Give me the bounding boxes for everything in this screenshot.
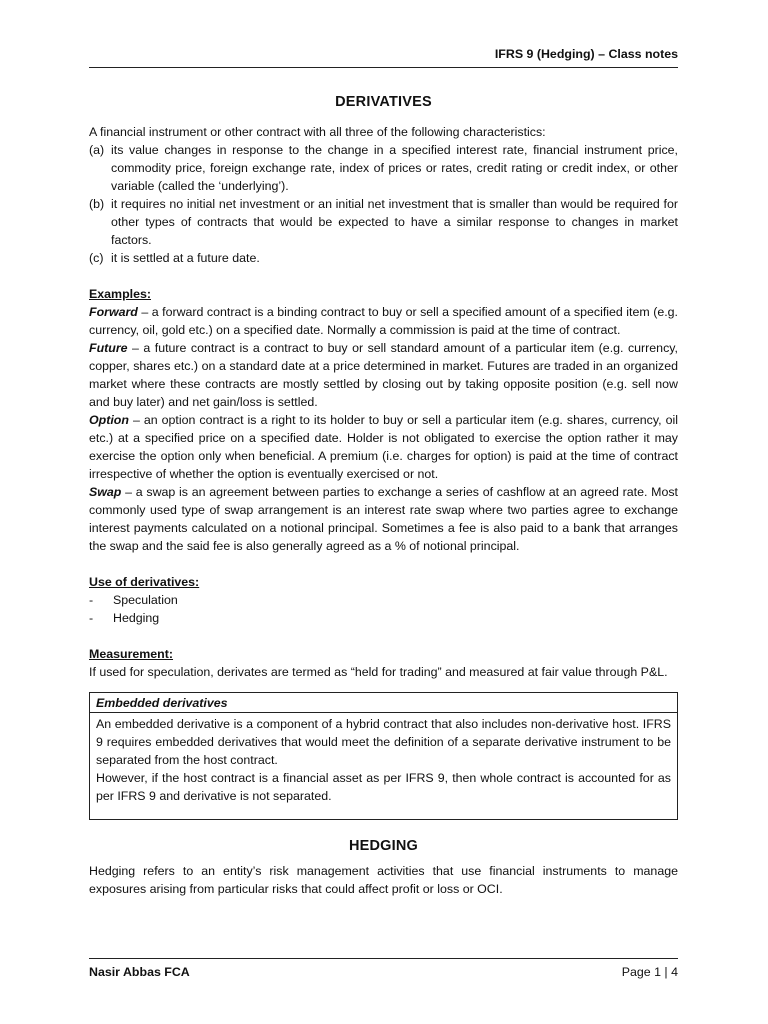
examples-label: Examples: bbox=[89, 287, 151, 301]
example-option bbox=[89, 411, 678, 483]
use-list bbox=[89, 591, 678, 627]
document-page bbox=[89, 0, 678, 1024]
page-content bbox=[89, 92, 678, 898]
hedging-heading: HEDGING bbox=[348, 838, 419, 854]
hedging-section bbox=[89, 836, 678, 898]
embedded-derivatives-box bbox=[89, 692, 678, 820]
derivatives-heading: DERIVATIVES bbox=[335, 94, 432, 110]
measurement-text: If used for speculation, derivates are termed as “held for trading” and measured at fair value through P&L. bbox=[89, 665, 668, 679]
example-text: – a swap is an agreement between parties to exchange a series of cashflow at an agreed rate. Most commonly used type of swap arrangement is an interest rate swap where two parties agree to exchange interest payments calculated on a notional principal. Sometimes a fee is also paid to a bank that arranges the swap and the said fee is also generally agreed as a % of notional principal. bbox=[89, 485, 678, 553]
embedded-para: However, if the host contract is a financial asset as per IFRS 9, then whole contract is accounted for as per IFRS 9 and derivative is not separated. bbox=[96, 771, 671, 803]
measurement-label: Measurement: bbox=[89, 647, 174, 661]
example-term: Future bbox=[89, 341, 128, 355]
dash-marker: - bbox=[89, 611, 94, 625]
embedded-box-title: Embedded derivatives bbox=[90, 693, 677, 713]
characteristic-text: its value changes in response to the change in a specified interest rate, financial instrument price, commodity price, foreign exchange rate, index of prices or rates, credit rating or credit index, or other variable (called the ‘underlying’). bbox=[111, 143, 678, 193]
dash-marker: - bbox=[89, 593, 94, 607]
example-swap bbox=[89, 483, 678, 555]
use-section bbox=[89, 573, 678, 591]
example-text: – a future contract is a contract to buy or sell standard amount of a particular item (e.g. currency, copper, shares etc.) on a standard date at a price determined in market. Futures are traded in an organized market where these contracts are mostly settled by closing out by taking opposite position (e.g. sell now and buy later) and net gain/loss is settled. bbox=[89, 341, 678, 409]
derivatives-intro: A financial instrument or other contract with all three of the following characteristics: bbox=[89, 125, 546, 139]
characteristic-marker: (b) bbox=[89, 197, 105, 211]
use-label: Use of derivatives: bbox=[89, 575, 200, 589]
measurement-section bbox=[89, 645, 678, 663]
example-term: Forward bbox=[89, 305, 138, 319]
characteristic-item bbox=[89, 195, 678, 249]
embedded-para: An embedded derivative is a component of a hybrid contract that also includes non-derivative host. IFRS 9 requires embedded derivatives that would meet the definition of a separate derivative instrument to be separated from the host contract. bbox=[96, 717, 671, 767]
characteristic-item bbox=[89, 249, 678, 267]
embedded-box-body bbox=[90, 713, 677, 819]
list-item bbox=[89, 609, 678, 627]
list-item bbox=[89, 591, 678, 609]
use-item-text: Hedging bbox=[113, 611, 160, 625]
example-term: Swap bbox=[89, 485, 122, 499]
page-header: IFRS 9 (Hedging) – Class notes bbox=[89, 45, 678, 68]
use-item-text: Speculation bbox=[113, 593, 178, 607]
example-forward bbox=[89, 303, 678, 339]
example-future bbox=[89, 339, 678, 411]
examples-section bbox=[89, 285, 678, 303]
example-text: – a forward contract is a binding contract to buy or sell a specified amount of a specified item (e.g. currency, oil, gold etc.) on a specified date. Normally a commission is paid at the time of contract. bbox=[89, 305, 678, 337]
characteristic-text: it is settled at a future date. bbox=[111, 251, 260, 265]
example-text: – an option contract is a right to its holder to buy or sell a particular item (e.g. shares, currency, oil etc.) at a specified price on a specified date. Holder is not obligated to exercise the option rather it may exercise the option only when beneficial. A premium (i.e. charges for option) is paid at the time of contract irrespective of whether the option is eventually exercised or not. bbox=[89, 413, 678, 481]
hedging-text: Hedging refers to an entity’s risk management activities that use financial instruments to manage exposures arising from particular risks that could affect profit or loss or OCI. bbox=[89, 864, 678, 896]
example-term: Option bbox=[89, 413, 129, 427]
characteristic-item bbox=[89, 141, 678, 195]
footer-author: Nasir Abbas FCA bbox=[89, 965, 190, 979]
characteristics-list bbox=[89, 141, 678, 267]
page-number: Page 1 | 4 bbox=[621, 965, 678, 979]
characteristic-marker: (c) bbox=[89, 251, 104, 265]
characteristic-text: it requires no initial net investment or an initial net investment that is smaller than would be required for other types of contracts that would be expected to have a similar response to changes in market factors. bbox=[111, 197, 678, 247]
page-footer bbox=[89, 958, 678, 981]
characteristic-marker: (a) bbox=[89, 143, 105, 157]
